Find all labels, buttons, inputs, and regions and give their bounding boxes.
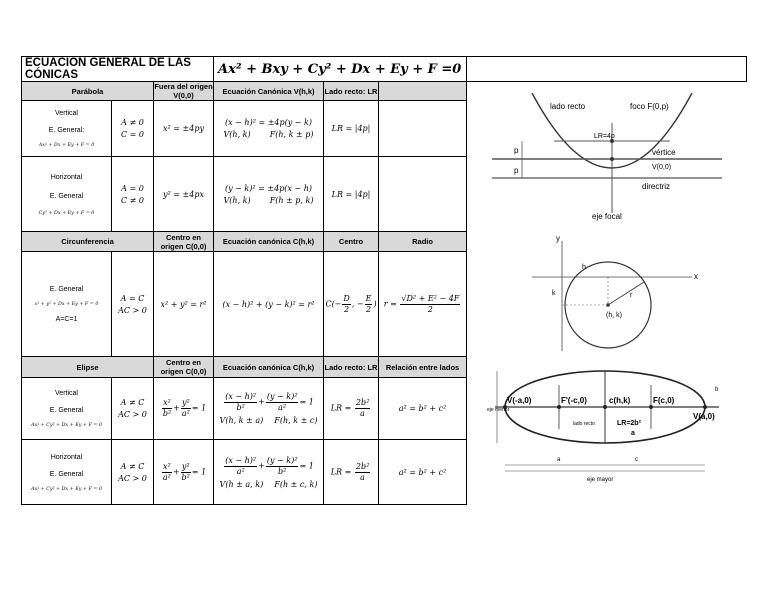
ellipse-relation-header: Relación entre lados — [379, 357, 467, 378]
ellipse-figure-cell — [467, 357, 747, 505]
focus-right — [649, 405, 653, 409]
condition: A ≠ 0 — [121, 118, 144, 127]
circle-figure-cell — [467, 232, 747, 357]
label-f-left: F'(-c,0) — [560, 395, 587, 405]
ellipse-diagram — [487, 367, 727, 495]
blank-cell — [379, 101, 467, 157]
focus-left — [557, 405, 561, 409]
blank-cell — [379, 157, 467, 232]
label-c: c — [634, 456, 638, 463]
general-label: E. General — [49, 470, 84, 478]
circle-radius: r = $\frac{\text{√D² + E² − 4F}}{2}$ — [379, 252, 467, 357]
vertex: V(h ± a, k) — [219, 479, 264, 489]
label-k: k — [551, 290, 556, 297]
general-equation-small: Ax² + Dx + Ey + F = 0 — [38, 143, 95, 148]
latus-rectum: LR = |4p| — [324, 157, 379, 232]
latus-rectum: LR = |4p| — [324, 101, 379, 157]
general-label: E. General — [49, 407, 84, 414]
conics-table — [21, 56, 746, 507]
orientation-label: Horizontal — [50, 173, 83, 181]
label-y: y — [555, 234, 560, 243]
circle-origin-header: Centro en origen C(0,0) — [154, 232, 214, 252]
label-lado-recto: lado recto — [572, 420, 595, 427]
circle-canonical-header: Ecuación canónica C(h,k) — [214, 232, 324, 252]
general-equation: Ax² + Bxy + Cy² + Dx + Ey + F =0 — [214, 57, 467, 82]
label-eje-menor: eje menor — [486, 406, 510, 413]
vertex-right — [703, 405, 707, 409]
center-point — [603, 405, 607, 409]
orientation-label: Vertical — [55, 110, 78, 117]
condition: A ≠ C — [120, 461, 145, 471]
condition: AC > 0 — [118, 473, 147, 483]
label-lr: LR=2b² — [616, 419, 641, 427]
general-equation-small: Cy² + Dx + Ey + F = 0 — [38, 210, 95, 216]
title-blank-cell — [467, 57, 747, 82]
vertex: V(h, k) — [223, 195, 251, 205]
parabola-heading: Parábola — [22, 82, 154, 101]
general-label: E. General — [49, 192, 84, 200]
parabola-origin-header: Fuera del origen V(0,0) — [154, 82, 213, 100]
parabola-diagram — [492, 93, 722, 221]
ellipse-origin-header: Centro en origen C(0,0) — [154, 357, 214, 378]
label-x: x — [693, 272, 698, 281]
latus-rectum: LR = $\frac{\text{2b²}}{a}$ — [324, 440, 379, 505]
label-directriz: directriz — [641, 181, 670, 191]
orientation-label: Horizontal — [50, 453, 83, 461]
label-lr-4p: LR=4p — [593, 132, 615, 140]
circle-center-header: Centro — [324, 232, 379, 252]
ellipse-lr-header: Lado recto: LR — [324, 357, 379, 378]
vertex-point — [610, 157, 614, 161]
canonical-equation: (y − k)² = ±4p(x − h) — [225, 183, 313, 193]
label-lr-den: a — [630, 429, 635, 437]
origin-equation: x² + y² = r² — [154, 252, 214, 357]
parabola-canonical-header: Ecuación Canónica V(h,k) — [214, 82, 324, 101]
label-v-right: V(a,0) — [692, 411, 715, 421]
orientation-label: Vertical — [55, 390, 78, 397]
circle-radius-header: Radio — [379, 232, 467, 252]
vertex: V(h, k ± a) — [219, 416, 264, 425]
label-p-bottom: p — [513, 165, 519, 175]
canonical-equation: $\frac{\text{(x − h)²}}{\text{b²}}$ + $\frac{\text{(y − k)²}}{\text{a²}}$ = 1 — [225, 392, 314, 412]
label-h: h — [581, 264, 586, 271]
origin-equation: $\frac{\text{x²}}{\text{b²}}$ + $\frac{\text{y²}}{\text{a²}}$ = 1 — [154, 378, 214, 440]
label-eje-mayor: eje mayor — [586, 476, 614, 483]
label-foco: foco F(0,p) — [629, 101, 669, 111]
condition: C ≠ 0 — [121, 195, 144, 205]
condition: AC > 0 — [118, 410, 147, 419]
condition: C = 0 — [121, 130, 144, 139]
parabola-figure-cell — [467, 82, 747, 232]
circle-note: A=C=1 — [55, 315, 78, 323]
general-equation-small: x² + y² + Dx + Ey + F = 0 — [34, 301, 99, 307]
parabola-header-row — [22, 82, 747, 101]
relation: a² = b² + c² — [379, 440, 467, 505]
focus: F(h ± p, k) — [269, 195, 314, 205]
canonical-equation: $\frac{\text{(x − h)²}}{\text{a²}}$ + $\frac{\text{(y − k)²}}{\text{b²}}$ = 1 — [225, 455, 314, 476]
focus: F(h ± c, k) — [274, 479, 318, 489]
label-eje-focal: eje focal — [591, 211, 622, 221]
label-p-top: p — [513, 145, 519, 155]
label-r: r — [629, 292, 633, 299]
origin-equation: x² = ±4py — [154, 101, 214, 157]
general-equation-small: Ax² + Cy² + Dx + Ey + F = 0 — [31, 486, 102, 492]
page-title: ECUACIÓN GENERAL DE LAS CÓNICAS — [22, 57, 214, 82]
general-label: E. General: — [48, 127, 85, 134]
condition: A = 0 — [121, 183, 144, 193]
label-b: b — [714, 386, 719, 393]
circle-header-row — [22, 232, 747, 252]
label-hk: (h, k) — [605, 312, 622, 319]
canonical-equation: (x − h)² + (y − k)² = r² — [214, 252, 324, 357]
label-lado-recto: lado recto — [549, 101, 585, 111]
vertex: V(h, k) — [223, 130, 251, 139]
radius-line — [608, 282, 644, 305]
focus: F(h, k ± c) — [274, 416, 318, 425]
label-v00: V(0,0) — [651, 163, 671, 171]
parabola-lr-header: Lado recto: LR — [324, 82, 379, 101]
ellipse-canonical-header: Ecuación canónica C(h,k) — [214, 357, 324, 378]
label-f-right: F(c,0) — [652, 395, 675, 405]
canonical-equation: (x − h)² = ±4p(y − k) — [225, 118, 313, 127]
condition: AC > 0 — [118, 305, 147, 315]
label-center: c(h,k) — [608, 395, 631, 405]
label-vertice: vértice — [651, 147, 676, 157]
label-a: a — [556, 456, 561, 463]
circle-diagram — [512, 233, 702, 355]
latus-rectum: LR = $\frac{\text{2b²}}{a}$ — [324, 378, 379, 440]
general-equation-small: Ax² + Cy² + Dx + Ey + F = 0 — [31, 423, 102, 428]
origin-equation: y² = ±4px — [154, 157, 214, 232]
general-label: E. General — [49, 285, 84, 293]
parabola-blank-header — [379, 82, 467, 101]
relation: a² = b² + c² — [379, 378, 467, 440]
origin-equation: $\frac{\text{x²}}{\text{a²}}$ + $\frac{\text{y²}}{\text{b²}}$ = 1 — [154, 440, 214, 505]
ellipse-header-row — [22, 357, 747, 378]
label-v-left: V(-a,0) — [506, 395, 532, 405]
circle-heading: Circunferencia — [22, 232, 154, 252]
condition: A ≠ C — [120, 398, 145, 407]
circle-center: C(− $\frac{D}{2}$ , − $\frac{E}{2}$ ) — [324, 252, 379, 357]
condition: A = C — [120, 293, 145, 303]
focus: F(h, k ± p) — [269, 130, 314, 139]
ellipse-heading: Elipse — [22, 357, 154, 378]
